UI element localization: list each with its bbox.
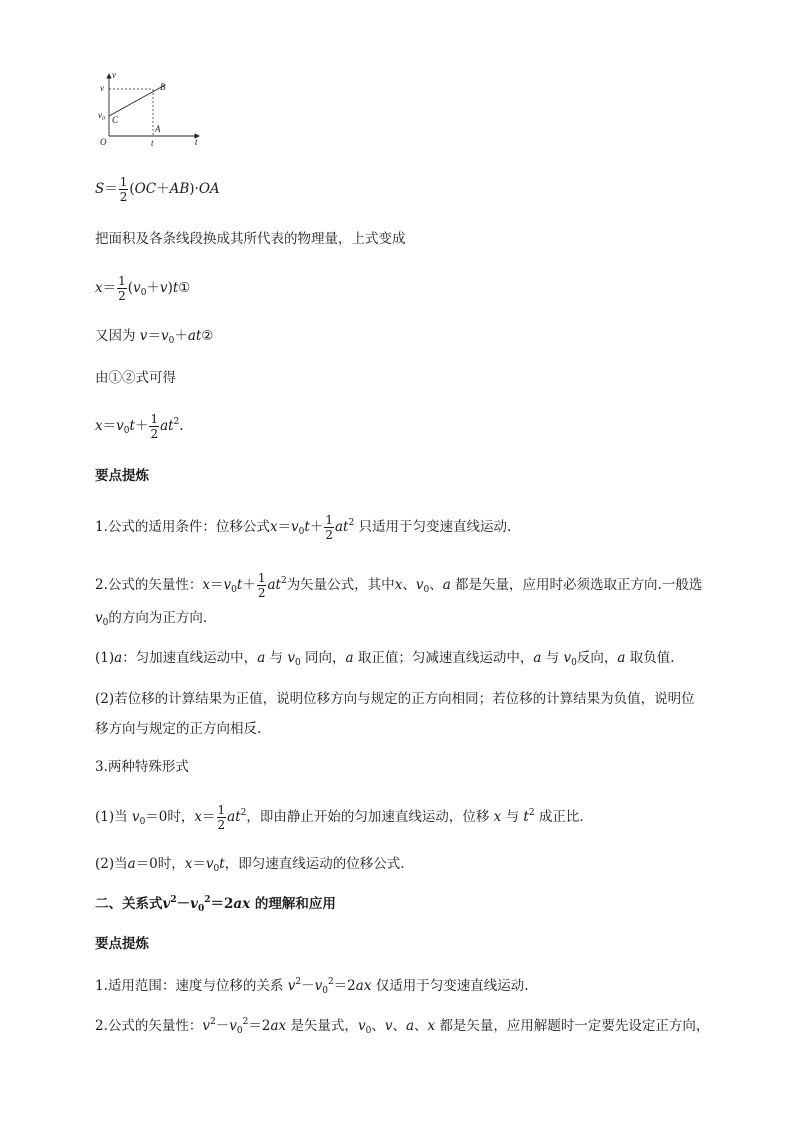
area-intro-text: 把面积及各条线段换成其所代表的物理量，上式变成 xyxy=(95,231,406,247)
point-b-label: B xyxy=(160,82,166,92)
item-3b: (2)当a＝0时，$x=v_0t$，即匀速直线运动的位移公式. xyxy=(95,856,405,874)
section-2-heading: 二、关系式$v^2-v_0^2=2ax$ 的理解和应用 xyxy=(95,895,336,914)
item-2b: (2)若位移的计算结果为正值，说明位移方向与规定的正方向相同；若位移的计算结果为负值，说明位移方向与规定的正方向相反. xyxy=(95,691,695,737)
axis-t-label: t xyxy=(195,137,198,147)
tick-t-label: t xyxy=(151,138,154,148)
item-2: 2.公式的矢量性：$x=v_0t+$ $\frac{1}{2}$ $at^2$为矢量公式，其中x、$v_0$、a 都是矢量，应用时必须选取正方向.一般选 xyxy=(95,571,703,600)
displacement-formula: $x=v_0t+$ $\frac{1}{2}$ $at^2$. xyxy=(95,412,184,441)
item-3a: (1)当 $v_0=0$时，x＝ $\frac{1}{2}$ $at^2$，即由静止开始的匀加速直线运动，位移 x 与 $t^2$ 成正比. xyxy=(95,803,584,832)
key-points-heading-2: 要点提炼 xyxy=(95,936,149,952)
tick-v0-label: $v_0$ xyxy=(98,110,105,122)
relation-item-1: 1.适用范围：速度与位移的关系 $v^2-v_0^2=2ax$ 仅适用于匀变速直线运动. xyxy=(95,977,529,996)
velocity-line xyxy=(109,85,165,116)
axis-v-label: v xyxy=(112,70,116,80)
tick-v-label: v xyxy=(100,83,104,93)
point-c-label: C xyxy=(112,115,119,125)
from-text: 由①②式可得 xyxy=(95,370,176,386)
origin-label: O xyxy=(100,137,107,147)
relation-item-2: 2.公式的矢量性：$v^2-v_0^2=2ax$ 是矢量式，$v_0$、v、a、x 都是矢量，应用解题时一定要先设定正方向， xyxy=(95,1017,710,1036)
item-2-line-2: $v_0$的方向为正方向. xyxy=(95,610,208,628)
formula-1: x＝ $\frac{1}{2}$ $(v_0+v)t①$ xyxy=(95,274,191,303)
item-2a: (1)a：匀加速直线运动中，a 与 $v_0$ 同向，a 取正值；匀减速直线运动中，a 与 $v_0$反向，a 取负值. xyxy=(95,650,675,668)
item-1: 1.公式的适用条件：位移公式$x=v_0t+$ $\frac{1}{2}$ $at^2$ 只适用于匀变速直线运动. xyxy=(95,513,512,542)
point-a-label: A xyxy=(155,124,161,134)
circle-2: ② xyxy=(201,328,214,344)
velocity-time-graph xyxy=(95,70,215,150)
key-points-heading-1: 要点提炼 xyxy=(95,468,149,484)
item-3: 3.两种特殊形式 xyxy=(95,759,189,775)
circle-1: ① xyxy=(178,280,191,296)
formula-2: 又因为 $v=v_0+at②$ xyxy=(95,328,214,346)
area-formula: S＝ $\frac{1}{2}$ (OC＋AB)·OA xyxy=(95,175,220,204)
